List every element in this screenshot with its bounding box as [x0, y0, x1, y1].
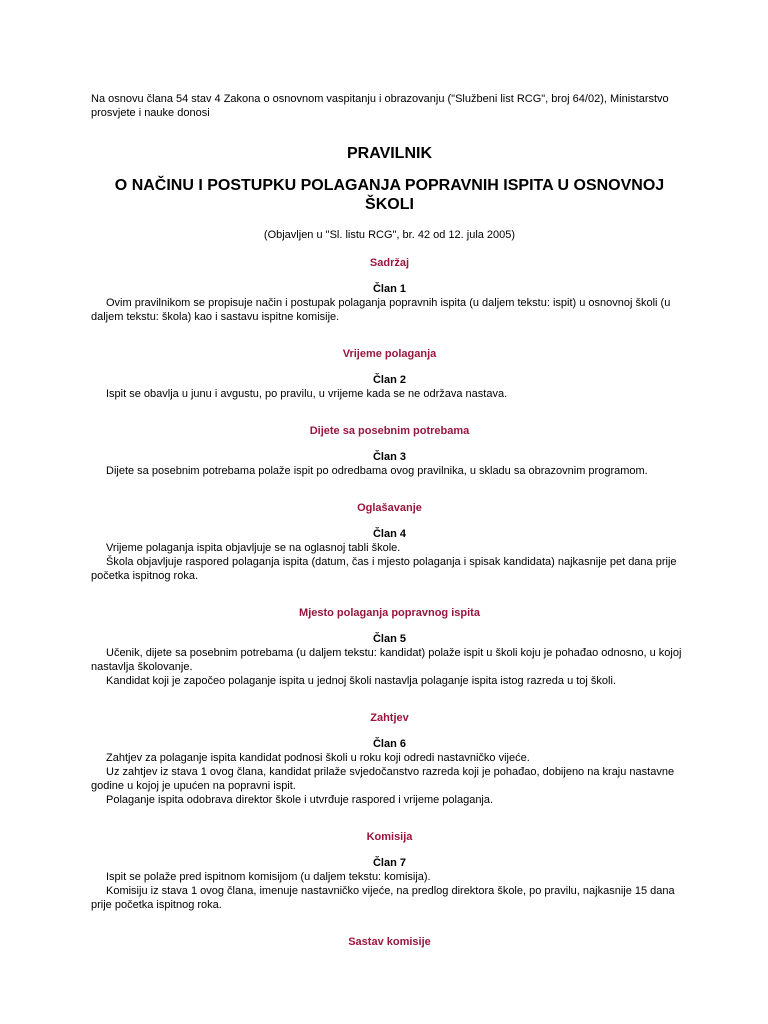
article-paragraph: Uz zahtjev iz stava 1 ovog člana, kandidat prilaže svjedočanstvo razreda koji je pohađao, dobijeno na kraju nastavne godine u kojoj je upućen na popravni ispit.	[91, 766, 675, 792]
article-paragraph: Škola objavljuje raspored polaganja ispita (datum, čas i mjesto polaganja i spisak kandidata) najkasnije pet dana prije početka ispitnog roka.	[91, 556, 677, 582]
article-number: Član 3	[372, 451, 406, 463]
article-section	[91, 256, 688, 324]
article-section	[91, 424, 688, 478]
article-paragraph: Ispit se polaže pred ispitnom komisijom (u daljem tekstu: komisija).	[106, 871, 431, 883]
article-section	[91, 606, 688, 688]
article-paragraph: Ispit se obavlja u junu i avgustu, po pravilu, u vrijeme kada se ne održava nastava.	[106, 388, 508, 400]
section-heading: Sadržaj	[369, 257, 410, 269]
section-heading: Mjesto polaganja popravnog ispita	[299, 607, 480, 619]
intro-text: Na osnovu člana 54 stav 4 Zakona o osnovnom vaspitanju i obrazovanju ("Službeni list RCG", broj 64/02), Ministarstvo prosvjete i nauke donosi	[91, 93, 669, 119]
article-number: Član 7	[372, 857, 406, 869]
document-title: PRAVILNIK	[346, 145, 433, 162]
article-paragraph: Dijete sa posebnim potrebama polaže ispit po odredbama ovog pravilnika, u skladu sa obrazovnim programom.	[106, 465, 648, 477]
publication-note: (Objavljen u "Sl. listu RCG", br. 42 od 12. jula 2005)	[263, 229, 516, 241]
article-paragraph: Vrijeme polaganja ispita objavljuje se na oglasnoj tabli škole.	[106, 542, 401, 554]
article-paragraph: Ovim pravilnikom se propisuje način i postupak polaganja popravnih ispita (u daljem tekstu: ispit) u osnovnoj školi (u daljem tekstu: škola) kao i sastavu ispitne komisije.	[91, 297, 671, 323]
article-paragraph: Polaganje ispita odobrava direktor škole i utvrđuje raspored i vrijeme polaganja.	[106, 794, 494, 806]
article-paragraph: Učenik, dijete sa posebnim potrebama (u daljem tekstu: kandidat) polaže ispit u školi koju je pohađao odnosno, u kojoj nastavlja školovanje.	[91, 647, 682, 673]
article-number: Član 5	[372, 633, 406, 645]
document-body	[91, 256, 688, 949]
section-heading: Sastav komisije	[348, 936, 431, 948]
section-heading: Vrijeme polaganja	[342, 348, 437, 360]
article-number: Član 1	[372, 283, 406, 295]
article-number: Član 2	[372, 374, 406, 386]
article-section	[91, 347, 688, 401]
document-subtitle: O NAČINU I POSTUPKU POLAGANJA POPRAVNIH ISPITA U OSNOVNOJ ŠKOLI	[114, 177, 665, 213]
article-section	[91, 935, 688, 949]
section-heading: Oglašavanje	[357, 502, 422, 514]
article-number: Član 6	[372, 738, 406, 750]
article-section	[91, 501, 688, 583]
article-paragraph: Zahtjev za polaganje ispita kandidat podnosi školi u roku koji odredi nastavničko vijeće.	[106, 752, 530, 764]
article-paragraph: Komisiju iz stava 1 ovog člana, imenuje nastavničko vijeće, na predlog direktora škole, po pravilu, najkasnije 15 dana prije početka ispitnog roka.	[91, 885, 675, 911]
article-section	[91, 711, 688, 807]
section-heading: Komisija	[366, 831, 413, 843]
section-heading: Dijete sa posebnim potrebama	[309, 425, 470, 437]
section-heading: Zahtjev	[370, 712, 409, 724]
article-section	[91, 830, 688, 912]
article-number: Član 4	[372, 528, 406, 540]
article-paragraph: Kandidat koji je započeo polaganje ispita u jednoj školi nastavlja polaganje ispita istog razreda u toj školi.	[106, 675, 616, 687]
